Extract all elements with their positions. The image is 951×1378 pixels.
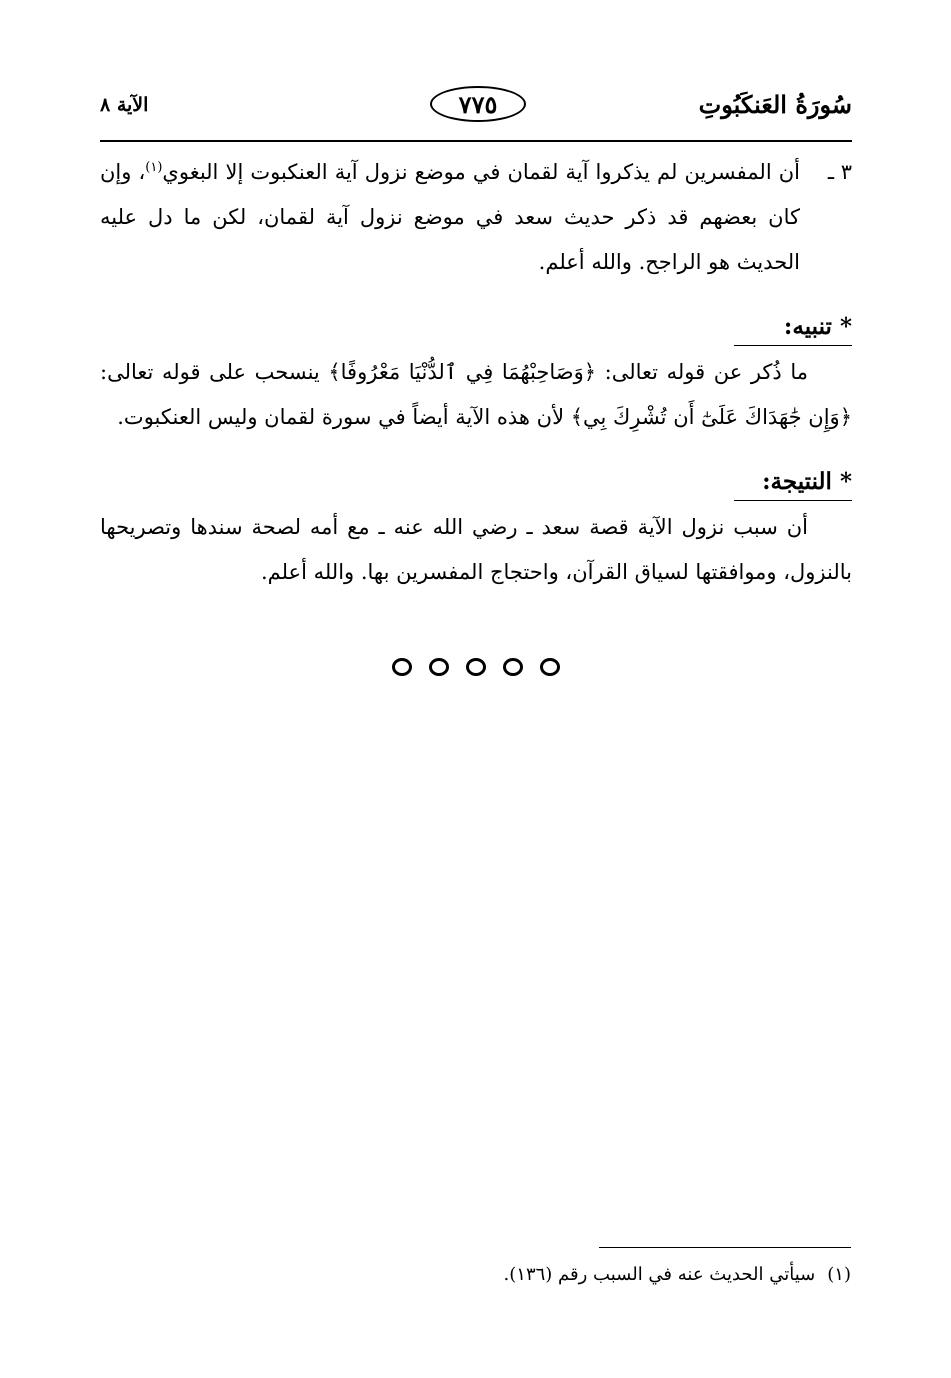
ayah-label: الآية ٨: [100, 94, 149, 116]
point-text-part2: ، وإن كان بعضهم قد ذكر حديث سعد في موضع نزول آية لقمان، لكن ما دل عليه الحديث هو الراجح. والله أعلم.: [100, 160, 800, 274]
ornament-ring: [392, 658, 412, 676]
footnote-divider: [599, 1247, 851, 1248]
footnote-marker[interactable]: (١): [145, 160, 163, 175]
note-heading: * تنبيه:: [783, 313, 852, 340]
result-heading-block: [100, 464, 852, 505]
numbered-point-3: [100, 150, 852, 285]
note-paragraph: ما ذُكر عن قوله تعالى: ﴿وَصَاحِبْهُمَا فِي ٱلدُّنْيَا مَعْرُوفًا﴾ ينسحب على قوله تعالى: ﴿وَإِن جَٰهَدَاكَ عَلَىٰٓ أَن تُشْرِكَ بِي﴾ لأن هذه الآية أيضاً في سورة لقمان وليس العنكبوت.: [100, 360, 852, 429]
point-text: [100, 150, 800, 285]
ornament-ring: [429, 658, 449, 676]
footnote-text: سيأتي الحديث عنه في السبب رقم (١٣٦).: [503, 1264, 816, 1285]
header-divider: [100, 140, 852, 142]
ornament-ring: [503, 658, 523, 676]
ornament-ring: [466, 658, 486, 676]
ornament-ring: [540, 658, 560, 676]
main-content: [100, 150, 852, 595]
point-text-part1: أن المفسرين لم يذكروا آية لقمان في موضع نزول آية العنكبوت إلا البغوي: [162, 160, 800, 184]
section-end-ornament: [392, 653, 560, 681]
note-heading-block: [100, 309, 852, 350]
footnote-number: (١): [827, 1264, 851, 1285]
page-number: ٧٧٥: [430, 86, 526, 122]
point-number: ٣ ـ: [827, 160, 852, 184]
result-heading-underline: [734, 500, 852, 501]
surah-title: سُورَةُ العَنكَبُوتِ: [698, 90, 852, 119]
result-paragraph: أن سبب نزول الآية قصة سعد ـ رضي الله عنه ـ مع أمه لصحة سندها وتصريحها بالنزول، وموافقتها لسياق القرآن، واحتجاج المفسرين بها. والله أعلم.: [100, 515, 852, 584]
page-header: [100, 86, 852, 132]
note-heading-underline: [734, 345, 852, 346]
result-heading: * النتيجة:: [762, 468, 852, 495]
footnote-1: [99, 1260, 851, 1290]
